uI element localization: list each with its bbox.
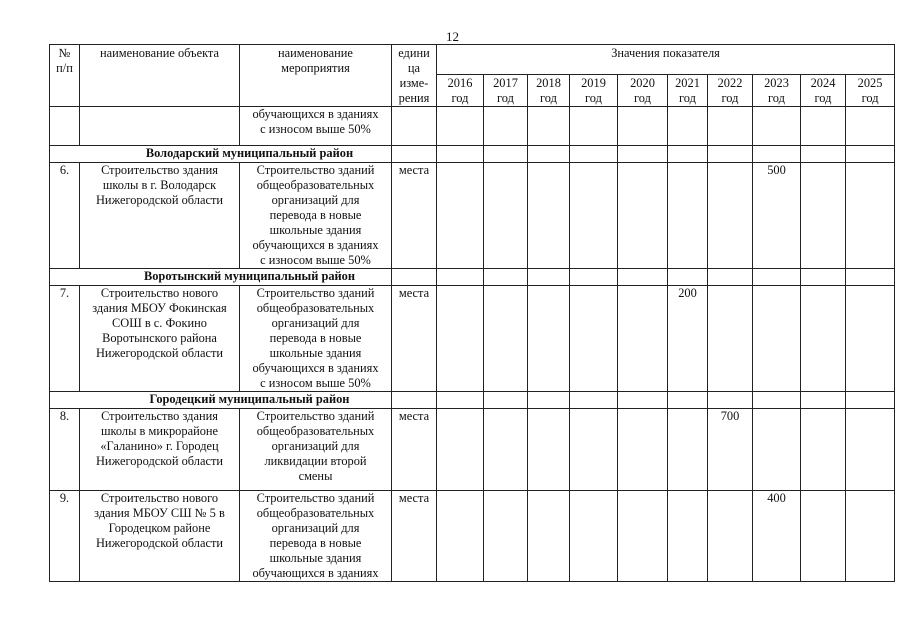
empty-cell — [753, 146, 801, 163]
row-number: 7. — [50, 286, 80, 392]
value-cell — [528, 491, 570, 582]
empty-cell — [846, 146, 895, 163]
row-number — [50, 107, 80, 146]
value-cell — [668, 491, 708, 582]
row-number: 8. — [50, 409, 80, 491]
value-cell — [618, 409, 668, 491]
value-cell — [801, 286, 846, 392]
empty-cell — [708, 392, 753, 409]
value-cell: 700 — [708, 409, 753, 491]
header-num: № п/п — [50, 45, 80, 107]
value-cell — [708, 286, 753, 392]
value-cell — [801, 107, 846, 146]
value-cell — [801, 491, 846, 582]
empty-cell — [570, 392, 618, 409]
value-cell — [846, 409, 895, 491]
header-values-title: Значения показателя — [437, 45, 895, 75]
page-number: 12 — [446, 29, 459, 44]
header-year: 2019 год — [570, 75, 618, 107]
header-object: наименование объекта — [80, 45, 240, 107]
value-cell: 400 — [753, 491, 801, 582]
district-row — [50, 146, 895, 163]
indicators-table — [49, 44, 895, 582]
row-number: 6. — [50, 163, 80, 269]
action-name: Строительство зданий общеобразовательных организаций для перевода в новые школьные здания обучающихся в зданиях с износом выше 50% — [240, 286, 392, 392]
value-cell — [801, 163, 846, 269]
value-cell — [668, 409, 708, 491]
value-cell — [708, 491, 753, 582]
empty-cell — [484, 146, 528, 163]
object-name: Строительство нового здания МБОУ СШ № 5 в Городецком районе Нижегородской области — [80, 491, 240, 582]
header-action: наименование мероприятия — [240, 45, 392, 107]
value-cell: 500 — [753, 163, 801, 269]
value-cell — [570, 409, 618, 491]
value-cell — [801, 409, 846, 491]
value-cell — [437, 107, 484, 146]
action-name: обучающихся в зданиях с износом выше 50% — [240, 107, 392, 146]
empty-cell — [392, 146, 437, 163]
value-cell — [846, 163, 895, 269]
empty-cell — [668, 146, 708, 163]
value-cell — [618, 163, 668, 269]
value-cell — [846, 286, 895, 392]
value-cell — [484, 491, 528, 582]
empty-cell — [618, 269, 668, 286]
row-number: 9. — [50, 491, 80, 582]
district-name: Володарский муниципальный район — [50, 146, 392, 163]
district-name: Городецкий муниципальный район — [50, 392, 392, 409]
header-year: 2022 год — [708, 75, 753, 107]
value-cell — [570, 286, 618, 392]
empty-cell — [801, 269, 846, 286]
value-cell — [708, 107, 753, 146]
object-name: Строительство здания школы в микрорайоне «Галанино» г. Городец Нижегородской области — [80, 409, 240, 491]
unit-cell — [392, 107, 437, 146]
value-cell — [484, 286, 528, 392]
header-year: 2023 год — [753, 75, 801, 107]
district-name: Воротынский муниципальный район — [50, 269, 392, 286]
unit-cell: места — [392, 163, 437, 269]
empty-cell — [801, 146, 846, 163]
value-cell — [528, 286, 570, 392]
header-year: 2016 год — [437, 75, 484, 107]
unit-cell: места — [392, 409, 437, 491]
empty-cell — [618, 146, 668, 163]
value-cell — [618, 107, 668, 146]
value-cell — [708, 163, 753, 269]
district-row — [50, 392, 895, 409]
header-year: 2024 год — [801, 75, 846, 107]
table-row — [50, 409, 895, 491]
value-cell — [618, 491, 668, 582]
value-cell — [484, 409, 528, 491]
empty-cell — [484, 269, 528, 286]
empty-cell — [528, 392, 570, 409]
value-cell — [570, 107, 618, 146]
empty-cell — [528, 269, 570, 286]
unit-cell: места — [392, 491, 437, 582]
empty-cell — [437, 269, 484, 286]
empty-cell — [484, 392, 528, 409]
value-cell — [846, 491, 895, 582]
value-cell — [570, 163, 618, 269]
value-cell — [618, 286, 668, 392]
empty-cell — [392, 269, 437, 286]
table-row — [50, 163, 895, 269]
value-cell — [753, 409, 801, 491]
empty-cell — [392, 392, 437, 409]
empty-cell — [846, 269, 895, 286]
table-row — [50, 107, 895, 146]
value-cell — [846, 107, 895, 146]
value-cell — [437, 409, 484, 491]
header-unit: едини ца изме- рения — [392, 45, 437, 107]
value-cell — [753, 286, 801, 392]
object-name: Строительство здания школы в г. Володарск Нижегородской области — [80, 163, 240, 269]
district-row — [50, 269, 895, 286]
empty-cell — [846, 392, 895, 409]
empty-cell — [753, 392, 801, 409]
value-cell — [668, 107, 708, 146]
value-cell — [437, 286, 484, 392]
empty-cell — [753, 269, 801, 286]
empty-cell — [708, 269, 753, 286]
action-name: Строительство зданий общеобразовательных организаций для ликвидации второй смены — [240, 409, 392, 491]
header-year: 2018 год — [528, 75, 570, 107]
object-name: Строительство нового здания МБОУ Фокинская СОШ в с. Фокино Воротынского района Нижегородской области — [80, 286, 240, 392]
action-name: Строительство зданий общеобразовательных организаций для перевода в новые школьные здания обучающихся в зданиях с износом выше 50% — [240, 163, 392, 269]
empty-cell — [570, 146, 618, 163]
empty-cell — [570, 269, 618, 286]
value-cell — [484, 163, 528, 269]
header-year: 2025 год — [846, 75, 895, 107]
table-row — [50, 491, 895, 582]
object-name — [80, 107, 240, 146]
value-cell — [668, 163, 708, 269]
unit-cell: места — [392, 286, 437, 392]
header-year: 2017 год — [484, 75, 528, 107]
empty-cell — [437, 392, 484, 409]
value-cell — [528, 409, 570, 491]
action-name: Строительство зданий общеобразовательных организаций для перевода в новые школьные здания обучающихся в зданиях — [240, 491, 392, 582]
empty-cell — [668, 392, 708, 409]
empty-cell — [801, 392, 846, 409]
empty-cell — [668, 269, 708, 286]
value-cell — [753, 107, 801, 146]
header-year: 2020 год — [618, 75, 668, 107]
value-cell — [570, 491, 618, 582]
empty-cell — [437, 146, 484, 163]
value-cell: 200 — [668, 286, 708, 392]
value-cell — [437, 491, 484, 582]
value-cell — [528, 107, 570, 146]
value-cell — [437, 163, 484, 269]
table-row — [50, 286, 895, 392]
empty-cell — [618, 392, 668, 409]
empty-cell — [528, 146, 570, 163]
value-cell — [528, 163, 570, 269]
header-year: 2021 год — [668, 75, 708, 107]
value-cell — [484, 107, 528, 146]
empty-cell — [708, 146, 753, 163]
